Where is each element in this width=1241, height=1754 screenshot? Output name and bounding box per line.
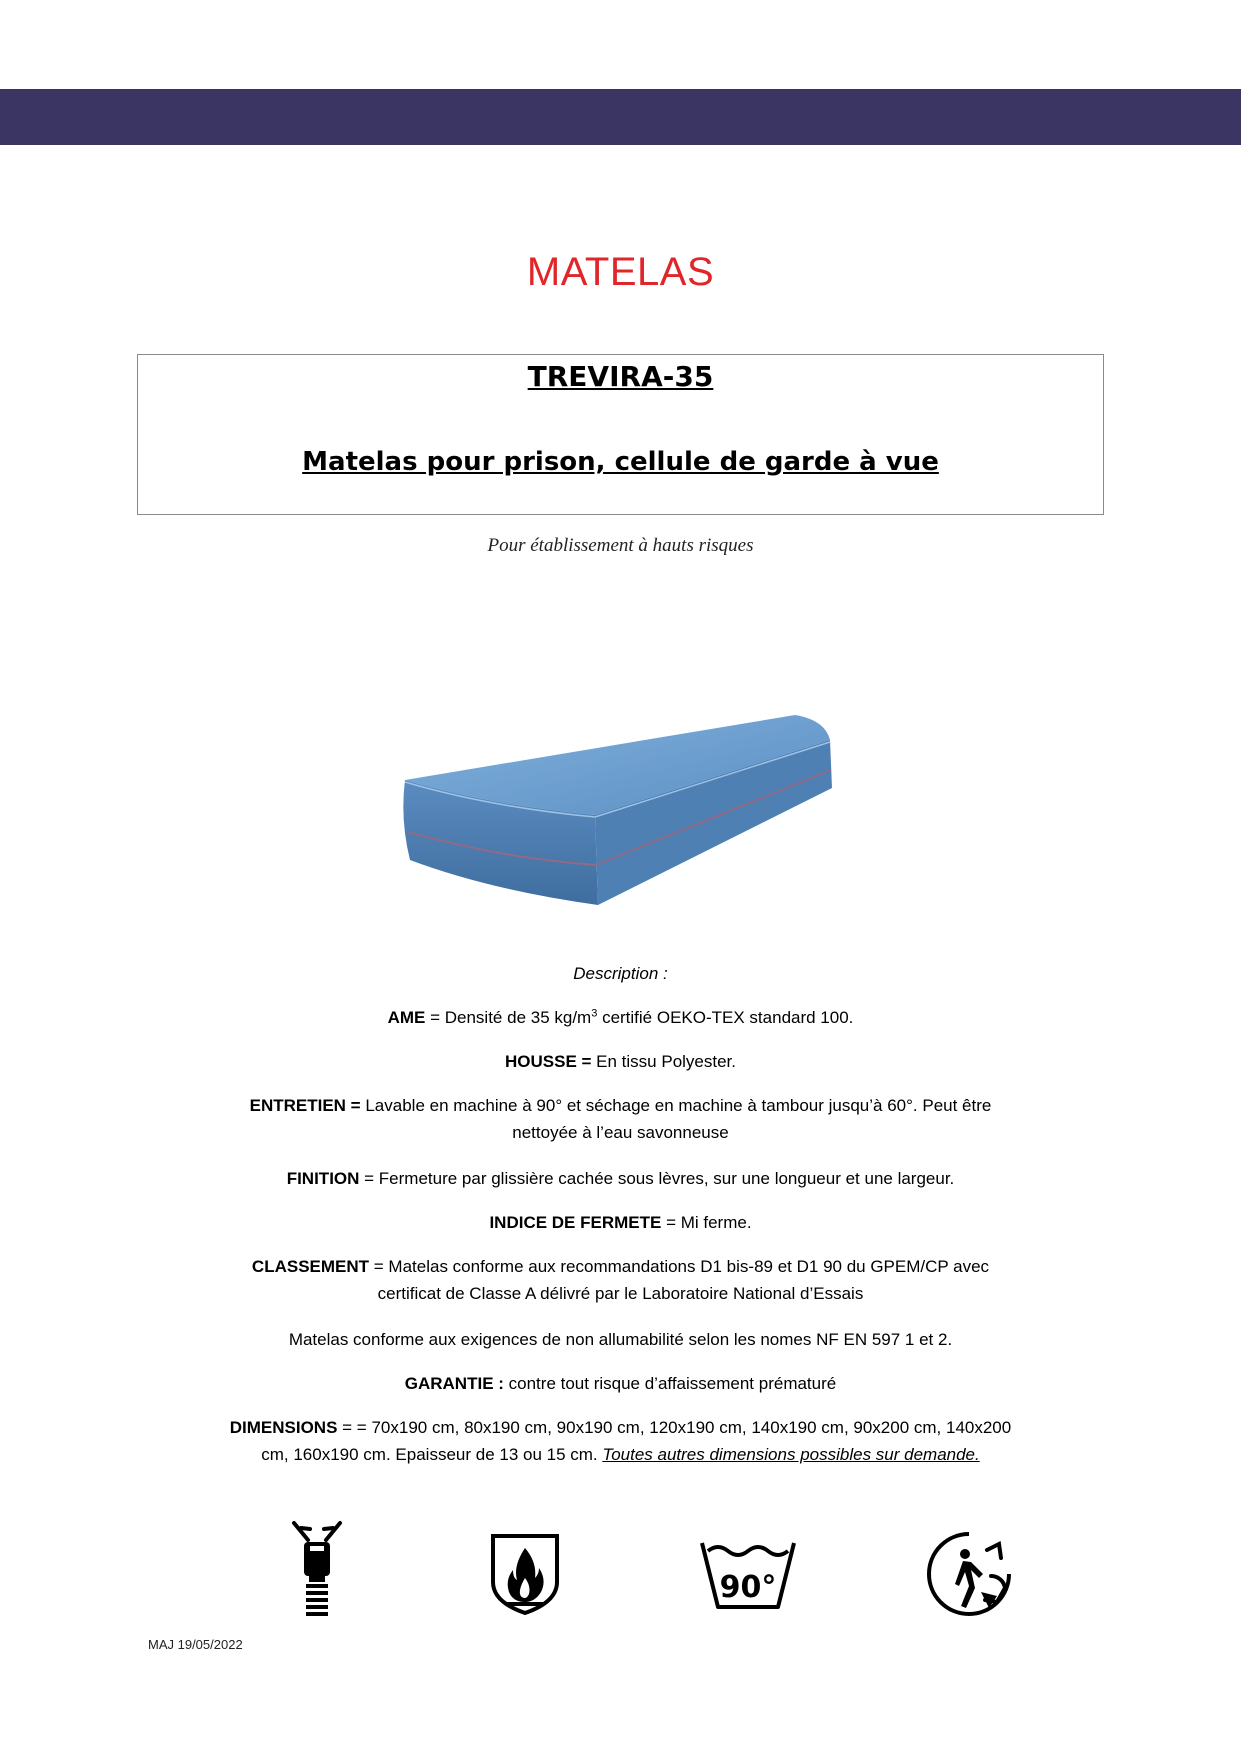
spec-label: FINITION [286, 1169, 360, 1188]
spec-label: CLASSEMENT [251, 1257, 370, 1276]
header-band [0, 89, 1241, 145]
spec-ame: AME = Densité de 35 $kg/m^3$ certifié OEKO-TEX standard 100. [387, 1007, 854, 1027]
spec-label: INDICE DE FERMETE [489, 1213, 662, 1232]
product-subtitle: Matelas pour prison, cellule de garde à vue [302, 447, 939, 477]
last-updated-date: MAJ 19/05/2022 [148, 1637, 243, 1652]
wash-90-icon [698, 1533, 798, 1613]
product-name: TREVIRA-35 [527, 360, 714, 393]
spec-garantie: GARANTIE : contre tout risque d’affaissement prématuré [404, 1374, 837, 1393]
spec-finition: FINITION = Fermeture par glissière cachée sous lèvres, sur une longueur et une largeur. [286, 1169, 955, 1188]
spec-label: ENTRETIEN = [249, 1096, 361, 1115]
category-title: MATELAS [526, 250, 715, 294]
dimensions-on-demand-note: Toutes autres dimensions possibles sur demande. [602, 1445, 980, 1464]
description-heading: Description : [573, 964, 668, 983]
spec-label: AME [387, 1008, 426, 1027]
spec-dimensions: DIMENSIONS = = 70x190 cm, 80x190 cm, 90x190 cm, 120x190 cm, 140x190 cm, 90x200 cm, 140x200 cm, 160x190 cm. Epaisseur de 13 ou 15 cm. Toutes autres dimensions possibles sur demande. [229, 1418, 1012, 1464]
recycle-person-icon [925, 1530, 1013, 1618]
spec-fermete: INDICE DE FERMETE = Mi ferme. [489, 1213, 752, 1232]
wash-temperature-label: 90° [719, 1570, 777, 1605]
spec-norme: Matelas conforme aux exigences de non allumabilité selon les nomes NF EN 597 1 et 2. [288, 1330, 953, 1349]
flame-shield-icon [487, 1530, 563, 1616]
spec-label: GARANTIE : [404, 1374, 504, 1393]
spec-label: HOUSSE = [504, 1052, 592, 1071]
spec-label: DIMENSIONS [229, 1418, 338, 1437]
spec-classement: CLASSEMENT = Matelas conforme aux recommandations D1 bis-89 et D1 90 du GPEM/CP avec certificat de Classe A délivré par le Laboratoire National d’Essais [251, 1257, 990, 1303]
mattress-image [400, 710, 840, 920]
product-tagline: Pour établissement à hauts risques [487, 535, 754, 556]
spec-entretien: ENTRETIEN = Lavable en machine à 90° et séchage en machine à tambour jusqu’à 60°. Peut être nettoyée à l’eau savonneuse [249, 1096, 992, 1142]
spec-housse: HOUSSE = En tissu Polyester. [504, 1052, 737, 1071]
zipper-icon [288, 1520, 346, 1618]
